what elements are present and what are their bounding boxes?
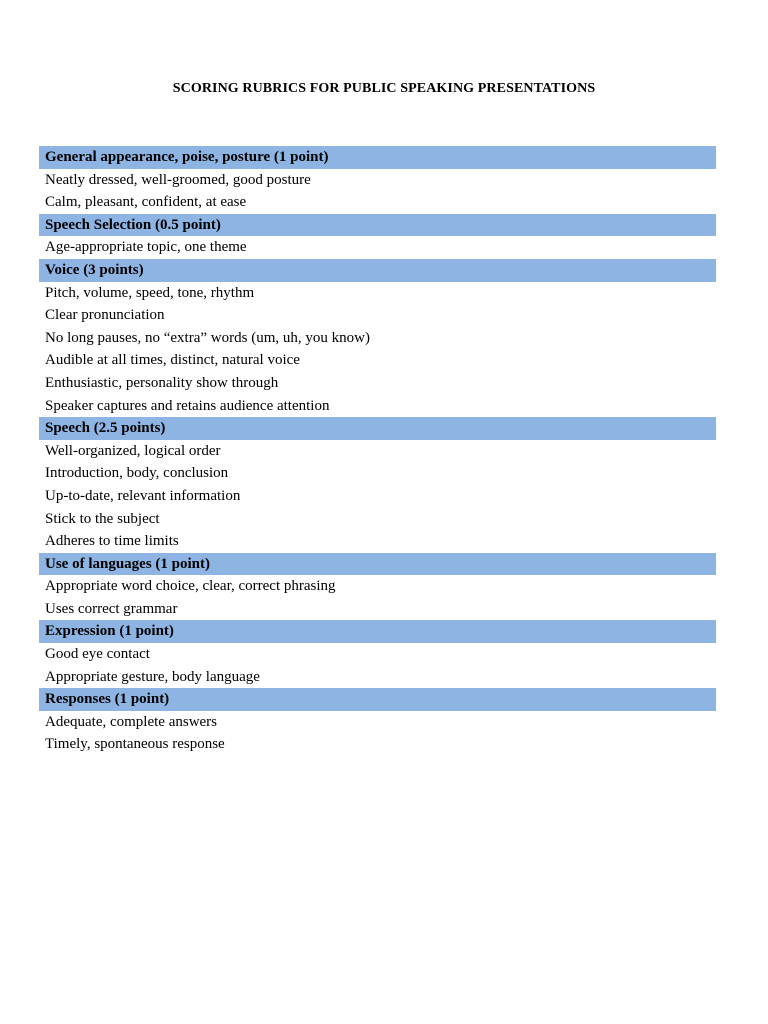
rubric-item: Good eye contact bbox=[45, 646, 150, 663]
section-heading: Use of languages (1 point) bbox=[39, 553, 716, 576]
rubric-item: Uses correct grammar bbox=[45, 600, 178, 617]
rubric-item: Calm, pleasant, confident, at ease bbox=[45, 194, 247, 211]
rubric-item: Appropriate gesture, body language bbox=[45, 668, 260, 685]
rubric-item: Clear pronunciation bbox=[45, 307, 165, 324]
rubric-table bbox=[39, 146, 716, 756]
section-heading: Responses (1 point) bbox=[39, 688, 716, 711]
section-heading: Speech Selection (0.5 point) bbox=[39, 214, 716, 237]
rubric-item: Audible at all times, distinct, natural voice bbox=[45, 352, 300, 369]
rubric-item: Introduction, body, conclusion bbox=[45, 465, 229, 482]
rubric-item: Timely, spontaneous response bbox=[45, 736, 225, 753]
rubric-item: Adheres to time limits bbox=[45, 533, 179, 550]
section-heading: Expression (1 point) bbox=[39, 620, 716, 643]
rubric-item: Up-to-date, relevant information bbox=[45, 487, 241, 504]
rubric-item: No long pauses, no “extra” words (um, uh, you know) bbox=[45, 329, 370, 346]
page-title: SCORING RUBRICS FOR PUBLIC SPEAKING PRESENTATIONS bbox=[172, 81, 596, 96]
section-heading: Voice (3 points) bbox=[39, 259, 716, 282]
rubric-item: Age-appropriate topic, one theme bbox=[45, 239, 247, 256]
rubric-item: Appropriate word choice, clear, correct phrasing bbox=[45, 578, 336, 595]
rubric-item: Adequate, complete answers bbox=[45, 713, 218, 730]
section-heading: Speech (2.5 points) bbox=[39, 417, 716, 440]
rubric-item: Neatly dressed, well-groomed, good posture bbox=[45, 171, 311, 188]
section-heading: General appearance, poise, posture (1 point) bbox=[39, 146, 716, 169]
rubric-item: Well-organized, logical order bbox=[45, 442, 221, 459]
rubric-item: Stick to the subject bbox=[45, 510, 160, 527]
rubric-item: Speaker captures and retains audience attention bbox=[45, 397, 330, 414]
rubric-item: Enthusiastic, personality show through bbox=[45, 374, 279, 391]
rubric-item: Pitch, volume, speed, tone, rhythm bbox=[45, 284, 255, 301]
